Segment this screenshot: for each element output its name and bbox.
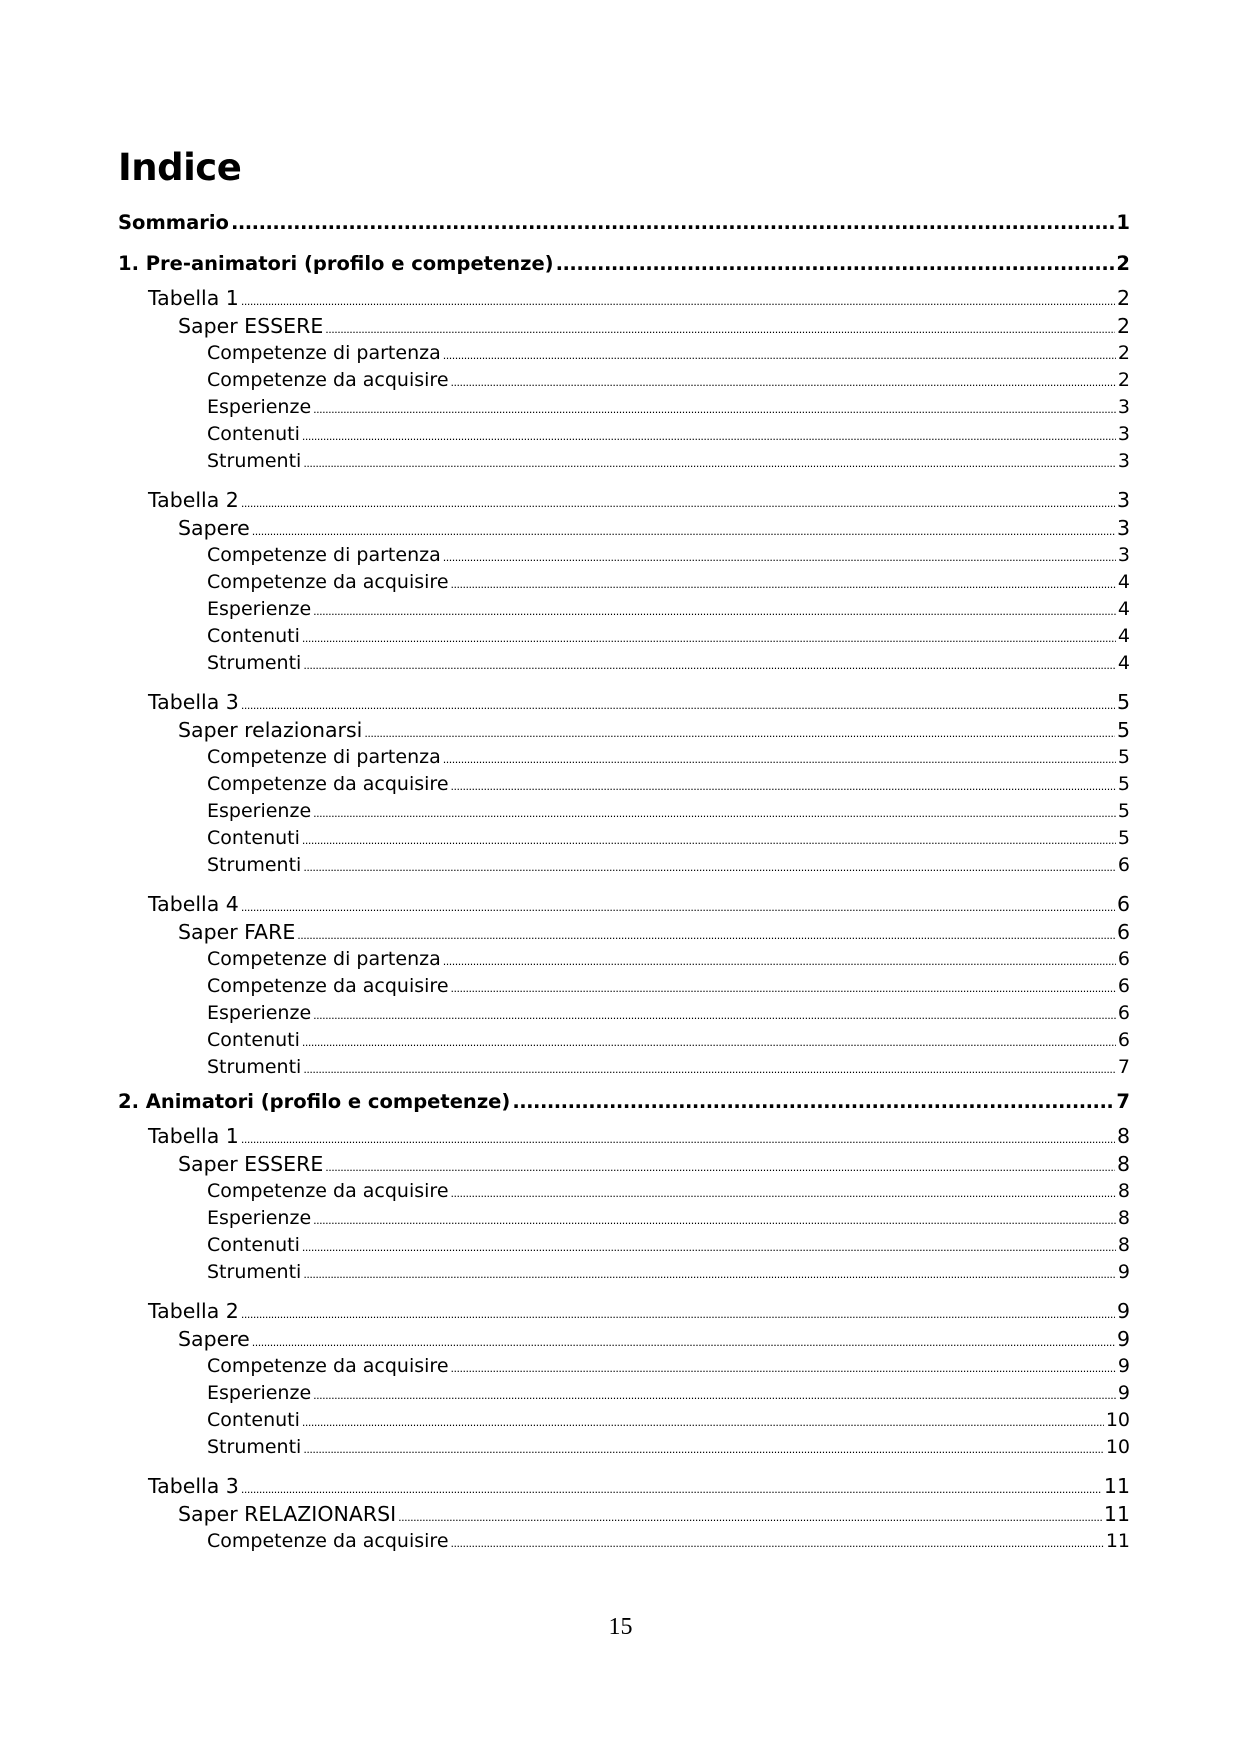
toc-entry[interactable]	[118, 486, 1130, 514]
page-number: 15	[608, 1614, 633, 1640]
toc-entry[interactable]	[118, 825, 1130, 852]
toc-entry-page: 8	[1117, 1234, 1130, 1256]
toc-entry[interactable]	[118, 1353, 1130, 1380]
toc-entry-label: Competenze da acquisire	[207, 571, 449, 593]
toc-entry-label: Tabella 2	[148, 1299, 239, 1323]
toc-entry-page: 9	[1116, 1327, 1130, 1351]
toc-dot-leader	[303, 1261, 1116, 1288]
toc-entry-label: 2. Animatori (profilo e competenze)	[118, 1090, 511, 1113]
toc-entry[interactable]	[118, 688, 1130, 716]
toc-entry[interactable]	[118, 367, 1130, 394]
toc-entry-page: 8	[1117, 1207, 1130, 1229]
table-of-contents	[118, 202, 1130, 1555]
toc-entry-label: Saper RELAZIONARSI	[178, 1502, 397, 1526]
toc-dot-leader	[241, 692, 1115, 720]
toc-entry-page: 2	[1117, 369, 1130, 391]
toc-dot-leader	[451, 975, 1116, 1002]
toc-dot-leader	[302, 1409, 1104, 1436]
toc-entry[interactable]	[118, 771, 1130, 798]
toc-entry[interactable]	[118, 542, 1130, 569]
toc-entry-page: 3	[1116, 516, 1130, 540]
toc-entry-label: 1. Pre-animatori (profilo e competenze)	[118, 252, 554, 275]
toc-entry-label: Contenuti	[207, 423, 300, 445]
toc-entry-page: 6	[1117, 1029, 1130, 1051]
toc-entry[interactable]	[118, 1434, 1130, 1461]
toc-entry[interactable]	[118, 1259, 1130, 1286]
toc-dot-leader	[303, 450, 1116, 477]
toc-dot-leader	[302, 827, 1116, 854]
toc-entry-label: Competenze da acquisire	[207, 1355, 449, 1377]
toc-dot-leader	[241, 1301, 1115, 1329]
toc-entry-page: 9	[1117, 1261, 1130, 1283]
toc-entry-label: Contenuti	[207, 1409, 300, 1431]
toc-entry-page: 6	[1116, 920, 1130, 944]
toc-dot-leader	[556, 243, 1115, 284]
toc-entry-label: Competenze di partenza	[207, 948, 441, 970]
toc-entry-page: 5	[1116, 718, 1130, 742]
toc-entry-label: Strumenti	[207, 1056, 302, 1078]
toc-entry[interactable]	[118, 1054, 1130, 1081]
toc-entry-page: 5	[1117, 800, 1130, 822]
toc-dot-leader	[241, 288, 1115, 316]
toc-dot-leader	[241, 894, 1115, 922]
toc-entry[interactable]	[118, 716, 1130, 744]
toc-entry-label: Esperienze	[207, 800, 312, 822]
toc-dot-leader	[443, 746, 1116, 773]
toc-entry[interactable]	[118, 312, 1130, 340]
toc-entry[interactable]	[118, 1122, 1130, 1150]
toc-entry[interactable]	[118, 852, 1130, 879]
toc-entry[interactable]	[118, 394, 1130, 421]
toc-entry-label: Sapere	[178, 1327, 250, 1351]
toc-dot-leader	[302, 423, 1116, 450]
toc-dot-leader	[364, 720, 1115, 748]
toc-entry-page: 2	[1116, 286, 1130, 310]
toc-entry[interactable]	[118, 1380, 1130, 1407]
toc-entry-label: Competenze di partenza	[207, 342, 441, 364]
toc-entry-label: Tabella 3	[148, 1474, 239, 1498]
toc-entry-label: Esperienze	[207, 396, 312, 418]
toc-entry-label: Saper ESSERE	[178, 314, 324, 338]
toc-entry-page: 9	[1116, 1299, 1130, 1323]
toc-dot-leader	[451, 1355, 1116, 1382]
toc-entry-label: Competenze da acquisire	[207, 975, 449, 997]
toc-entry-page: 6	[1117, 948, 1130, 970]
toc-entry[interactable]	[118, 421, 1130, 448]
toc-dot-leader	[451, 369, 1116, 396]
toc-entry-page: 2	[1116, 252, 1130, 275]
toc-entry-page: 7	[1117, 1056, 1130, 1078]
toc-entry-page: 6	[1117, 975, 1130, 997]
toc-entry[interactable]	[118, 1205, 1130, 1232]
toc-entry[interactable]	[118, 1407, 1130, 1434]
toc-entry[interactable]	[118, 1528, 1130, 1555]
toc-dot-leader	[303, 1056, 1116, 1083]
toc-entry-label: Strumenti	[207, 1436, 302, 1458]
toc-entry[interactable]	[118, 1081, 1130, 1122]
toc-dot-leader	[451, 1180, 1116, 1207]
toc-entry-page: 11	[1103, 1502, 1130, 1526]
toc-entry-page: 7	[1116, 1090, 1130, 1113]
toc-entry-page: 4	[1117, 652, 1130, 674]
toc-entry-label: Tabella 4	[148, 892, 239, 916]
toc-dot-leader	[313, 1002, 1116, 1029]
toc-entry[interactable]	[118, 798, 1130, 825]
toc-dot-leader	[313, 800, 1116, 827]
toc-entry-page: 3	[1117, 544, 1130, 566]
toc-dot-leader	[451, 1530, 1104, 1557]
toc-entry-label: Esperienze	[207, 598, 312, 620]
toc-entry[interactable]	[118, 890, 1130, 918]
toc-entry-label: Saper ESSERE	[178, 1152, 324, 1176]
toc-entry-label: Sommario	[118, 211, 229, 234]
toc-entry-label: Esperienze	[207, 1207, 312, 1229]
toc-entry-page: 11	[1105, 1530, 1130, 1552]
toc-entry-label: Competenze di partenza	[207, 544, 441, 566]
toc-dot-leader	[443, 544, 1116, 571]
toc-entry-page: 4	[1117, 598, 1130, 620]
toc-entry-page: 5	[1117, 827, 1130, 849]
toc-entry-label: Competenze da acquisire	[207, 1530, 449, 1552]
toc-dot-leader	[443, 342, 1116, 369]
toc-entry-page: 5	[1117, 746, 1130, 768]
toc-dot-leader	[302, 625, 1116, 652]
toc-entry-page: 8	[1116, 1152, 1130, 1176]
toc-entry-label: Contenuti	[207, 827, 300, 849]
toc-entry-label: Tabella 1	[148, 286, 239, 310]
toc-entry-label: Contenuti	[207, 1029, 300, 1051]
toc-entry-page: 10	[1105, 1409, 1130, 1431]
toc-dot-leader	[302, 1234, 1116, 1261]
toc-entry-label: Strumenti	[207, 652, 302, 674]
toc-entry-page: 2	[1116, 314, 1130, 338]
toc-entry-label: Strumenti	[207, 1261, 302, 1283]
toc-entry-page: 8	[1116, 1124, 1130, 1148]
toc-dot-leader	[303, 652, 1116, 679]
toc-entry[interactable]	[118, 1178, 1130, 1205]
toc-entry-page: 6	[1117, 1002, 1130, 1024]
toc-entry-label: Esperienze	[207, 1382, 312, 1404]
toc-entry[interactable]	[118, 514, 1130, 542]
toc-dot-leader	[313, 598, 1116, 625]
toc-entry[interactable]	[118, 202, 1130, 243]
toc-entry-label: Competenze da acquisire	[207, 773, 449, 795]
toc-entry-label: Strumenti	[207, 854, 302, 876]
toc-entry[interactable]	[118, 623, 1130, 650]
toc-entry-page: 9	[1117, 1355, 1130, 1377]
toc-entry[interactable]	[118, 569, 1130, 596]
toc-entry[interactable]	[118, 744, 1130, 771]
toc-entry[interactable]	[118, 918, 1130, 946]
toc-entry-page: 3	[1117, 450, 1130, 472]
toc-entry-page: 1	[1116, 211, 1130, 234]
toc-entry[interactable]	[118, 596, 1130, 623]
toc-entry-page: 5	[1117, 773, 1130, 795]
toc-entry-label: Competenze di partenza	[207, 746, 441, 768]
toc-dot-leader	[451, 773, 1116, 800]
toc-entry[interactable]	[118, 340, 1130, 367]
toc-dot-leader	[451, 571, 1116, 598]
toc-entry[interactable]	[118, 946, 1130, 973]
toc-entry[interactable]	[118, 973, 1130, 1000]
toc-entry-page: 4	[1117, 625, 1130, 647]
toc-entry[interactable]	[118, 243, 1130, 284]
toc-dot-leader	[443, 948, 1116, 975]
toc-entry-page: 6	[1117, 854, 1130, 876]
toc-entry-label: Saper relazionarsi	[178, 718, 363, 742]
toc-entry-page: 11	[1103, 1474, 1130, 1498]
toc-entry[interactable]	[118, 1000, 1130, 1027]
toc-dot-leader	[313, 396, 1116, 423]
toc-entry-label: Tabella 3	[148, 690, 239, 714]
toc-entry[interactable]	[118, 1325, 1130, 1353]
toc-entry-page: 4	[1117, 571, 1130, 593]
toc-entry[interactable]	[118, 284, 1130, 312]
toc-dot-leader	[231, 202, 1114, 243]
toc-entry-page: 10	[1105, 1436, 1130, 1458]
toc-entry[interactable]	[118, 650, 1130, 677]
toc-entry[interactable]	[118, 1472, 1130, 1500]
toc-dot-leader	[303, 1436, 1103, 1463]
toc-entry-label: Contenuti	[207, 1234, 300, 1256]
toc-entry-label: Contenuti	[207, 625, 300, 647]
toc-entry-label: Tabella 2	[148, 488, 239, 512]
toc-dot-leader	[241, 1126, 1115, 1154]
toc-entry-label: Tabella 1	[148, 1124, 239, 1148]
toc-entry-page: 8	[1117, 1180, 1130, 1202]
toc-dot-leader	[313, 1207, 1116, 1234]
toc-entry[interactable]	[118, 1297, 1130, 1325]
toc-entry-label: Competenze da acquisire	[207, 1180, 449, 1202]
toc-entry-page: 6	[1116, 892, 1130, 916]
toc-entry-page: 5	[1116, 690, 1130, 714]
toc-entry[interactable]	[118, 448, 1130, 475]
toc-entry-label: Competenze da acquisire	[207, 369, 449, 391]
toc-dot-leader	[241, 490, 1115, 518]
toc-entry-page: 2	[1117, 342, 1130, 364]
toc-entry-page: 3	[1117, 396, 1130, 418]
toc-entry[interactable]	[118, 1150, 1130, 1178]
toc-entry[interactable]	[118, 1500, 1130, 1528]
toc-entry[interactable]	[118, 1232, 1130, 1259]
toc-dot-leader	[512, 1081, 1114, 1122]
toc-entry-page: 3	[1116, 488, 1130, 512]
toc-dot-leader	[302, 1029, 1116, 1056]
toc-entry[interactable]	[118, 1027, 1130, 1054]
page-title: Indice	[118, 146, 242, 189]
toc-entry-label: Saper FARE	[178, 920, 296, 944]
toc-dot-leader	[398, 1504, 1102, 1532]
toc-entry-page: 3	[1117, 423, 1130, 445]
toc-dot-leader	[325, 316, 1115, 344]
toc-entry-label: Strumenti	[207, 450, 302, 472]
toc-dot-leader	[313, 1382, 1116, 1409]
toc-entry-page: 9	[1117, 1382, 1130, 1404]
toc-dot-leader	[303, 854, 1116, 881]
toc-entry-label: Sapere	[178, 516, 250, 540]
toc-entry-label: Esperienze	[207, 1002, 312, 1024]
